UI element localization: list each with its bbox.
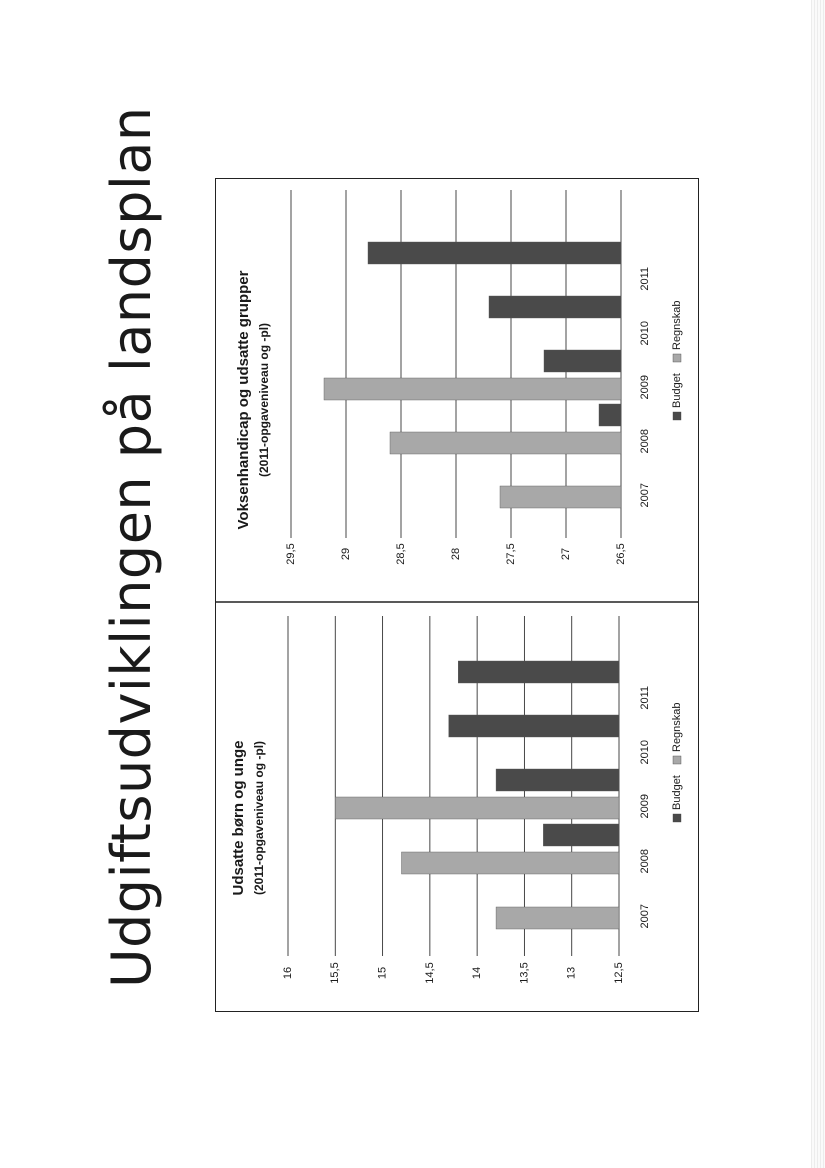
legend-swatch-budget <box>673 412 681 420</box>
x-tick-label: 2010 <box>638 740 651 765</box>
legend-label-budget: Budget <box>670 775 683 810</box>
legend-swatch-budget <box>673 814 681 822</box>
bar-budget-2009 <box>496 769 619 791</box>
y-tick-label: 12,5 <box>612 962 625 984</box>
y-tick-label: 29 <box>339 547 352 561</box>
y-tick-label: 15,5 <box>329 962 342 984</box>
y-tick-label: 16 <box>281 966 294 980</box>
y-tick-label: 13 <box>565 966 578 980</box>
bar-budget-2008 <box>599 404 621 426</box>
chart-subtitle: (2011-opgaveniveau og -pl) <box>252 740 267 896</box>
page-title: Udgiftsudviklingen på landsplan <box>100 106 163 988</box>
x-tick-label: 2011 <box>638 267 651 291</box>
x-tick-label: 2008 <box>638 849 651 874</box>
chart-title: Voksenhandicap og udsatte grupper <box>234 270 252 530</box>
y-tick-label: 15 <box>376 966 389 980</box>
y-tick-label: 28,5 <box>394 543 407 565</box>
y-tick-label: 26,5 <box>614 543 627 565</box>
bar-regnskab-2009 <box>324 378 621 400</box>
bar-regnskab-2007 <box>500 486 621 508</box>
y-tick-label: 13,5 <box>518 962 531 984</box>
bar-regnskab-2008 <box>390 432 621 454</box>
scan-page-edge <box>811 0 825 1168</box>
legend-label-regnskab: Regnskab <box>670 702 683 752</box>
charts-canvas <box>215 178 699 1012</box>
x-tick-label: 2007 <box>638 904 651 929</box>
y-tick-label: 27,5 <box>504 543 517 565</box>
legend-label-budget: Budget <box>670 373 683 408</box>
bar-budget-2008 <box>543 824 619 846</box>
x-tick-label: 2009 <box>638 375 651 400</box>
x-tick-label: 2009 <box>638 794 651 819</box>
x-tick-label: 2011 <box>638 686 651 710</box>
y-tick-label: 27 <box>559 547 572 561</box>
legend-swatch-regnskab <box>673 756 681 764</box>
bar-budget-2010 <box>449 715 619 737</box>
x-tick-label: 2010 <box>638 321 651 346</box>
x-tick-label: 2008 <box>638 429 651 454</box>
y-tick-label: 14,5 <box>423 962 436 984</box>
y-tick-label: 28 <box>449 547 462 561</box>
bar-regnskab-2008 <box>401 852 619 874</box>
y-tick-label: 29,5 <box>284 543 297 565</box>
bar-budget-2011 <box>368 242 621 264</box>
bar-budget-2009 <box>544 350 621 372</box>
y-tick-label: 14 <box>471 966 484 980</box>
chart-subtitle: (2011-opgaveniveau og -pl) <box>257 322 272 478</box>
x-tick-label: 2007 <box>638 483 651 508</box>
bar-budget-2010 <box>489 296 621 318</box>
bar-regnskab-2007 <box>496 907 619 929</box>
bar-regnskab-2009 <box>335 797 619 819</box>
bar-budget-2011 <box>458 661 619 683</box>
legend-label-regnskab: Regnskab <box>670 300 683 350</box>
legend-swatch-regnskab <box>673 354 681 362</box>
chart-title: Udsatte børn og unge <box>229 740 247 896</box>
